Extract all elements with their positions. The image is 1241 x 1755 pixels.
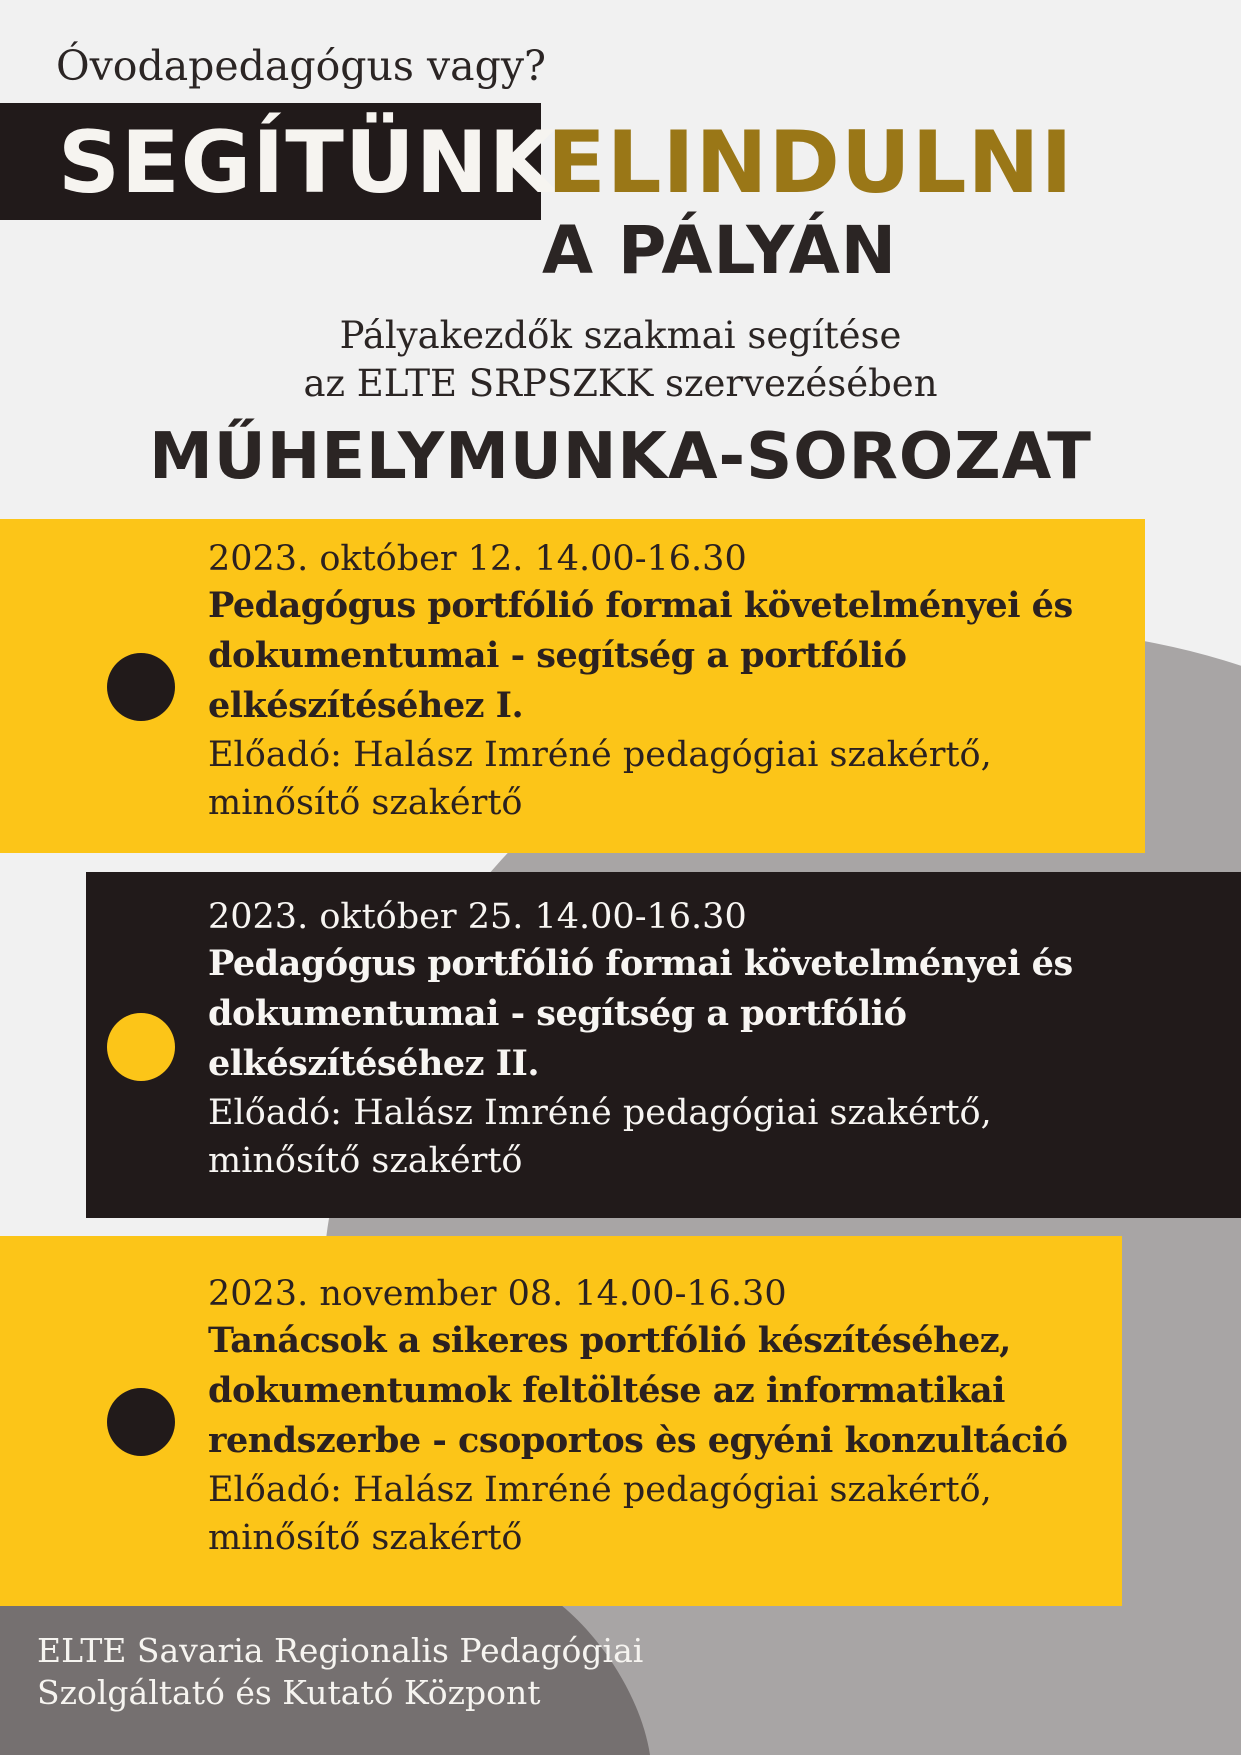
bullet-dot-3 <box>107 1388 175 1456</box>
event-title-line: dokumentumok feltöltése az informatikai <box>208 1370 1005 1411</box>
event-1 <box>208 537 1138 827</box>
subtitle-line-2: az ELTE SRPSZKK szervezésében <box>303 362 938 405</box>
footer-line-2: Szolgáltató és Kutató Központ <box>37 1673 541 1712</box>
headline-part-2: ELINDULNI <box>547 113 1074 213</box>
event-date: 2023. október 12. 14.00-16.30 <box>208 539 747 579</box>
subtitle-line-1: Pályakezdők szakmai segítése <box>339 314 902 357</box>
series-title: MŰHELYMUNKA-SOROZAT <box>149 420 1092 494</box>
footer-organization <box>37 1630 643 1714</box>
event-title-line: dokumentumai - segítség a portfólió <box>208 993 907 1034</box>
event-title-line: Pedagógus portfólió formai követelményei és <box>208 585 1073 626</box>
event-2 <box>208 895 1138 1185</box>
headline-part-1: SEGÍTÜNK <box>58 113 557 213</box>
bullet-dot-1 <box>107 653 175 721</box>
event-speaker-line: Előadó: Halász Imréné pedagógiai szakértő, <box>208 1093 992 1133</box>
event-speaker-line: Előadó: Halász Imréné pedagógiai szakértő, <box>208 1470 992 1510</box>
event-title-line: elkészítéséhez II. <box>208 1043 540 1084</box>
event-title-line: Tanácsok a sikeres portfólió készítéséhez, <box>208 1320 1011 1361</box>
event-3 <box>208 1272 1138 1562</box>
event-speaker-line: minősítő szakértő <box>208 783 523 823</box>
intro-question: Óvodapedagógus vagy? <box>56 42 546 90</box>
event-speaker-line: minősítő szakértő <box>208 1141 523 1181</box>
event-title-line: dokumentumai - segítség a portfólió <box>208 635 907 676</box>
event-speaker-line: minősítő szakértő <box>208 1518 523 1558</box>
event-date: 2023. október 25. 14.00-16.30 <box>208 897 747 937</box>
event-title-line: Pedagógus portfólió formai követelményei és <box>208 943 1073 984</box>
footer-line-1: ELTE Savaria Regionalis Pedagógiai <box>37 1631 644 1670</box>
event-date: 2023. november 08. 14.00-16.30 <box>208 1274 787 1314</box>
headline-line-2: A PÁLYÁN <box>542 212 898 289</box>
bullet-dot-2 <box>107 1013 175 1081</box>
event-title-line: elkészítéséhez I. <box>208 685 524 726</box>
event-title-line: rendszerbe - csoportos ès egyéni konzultáció <box>208 1420 1068 1461</box>
event-speaker-line: Előadó: Halász Imréné pedagógiai szakértő, <box>208 735 992 775</box>
